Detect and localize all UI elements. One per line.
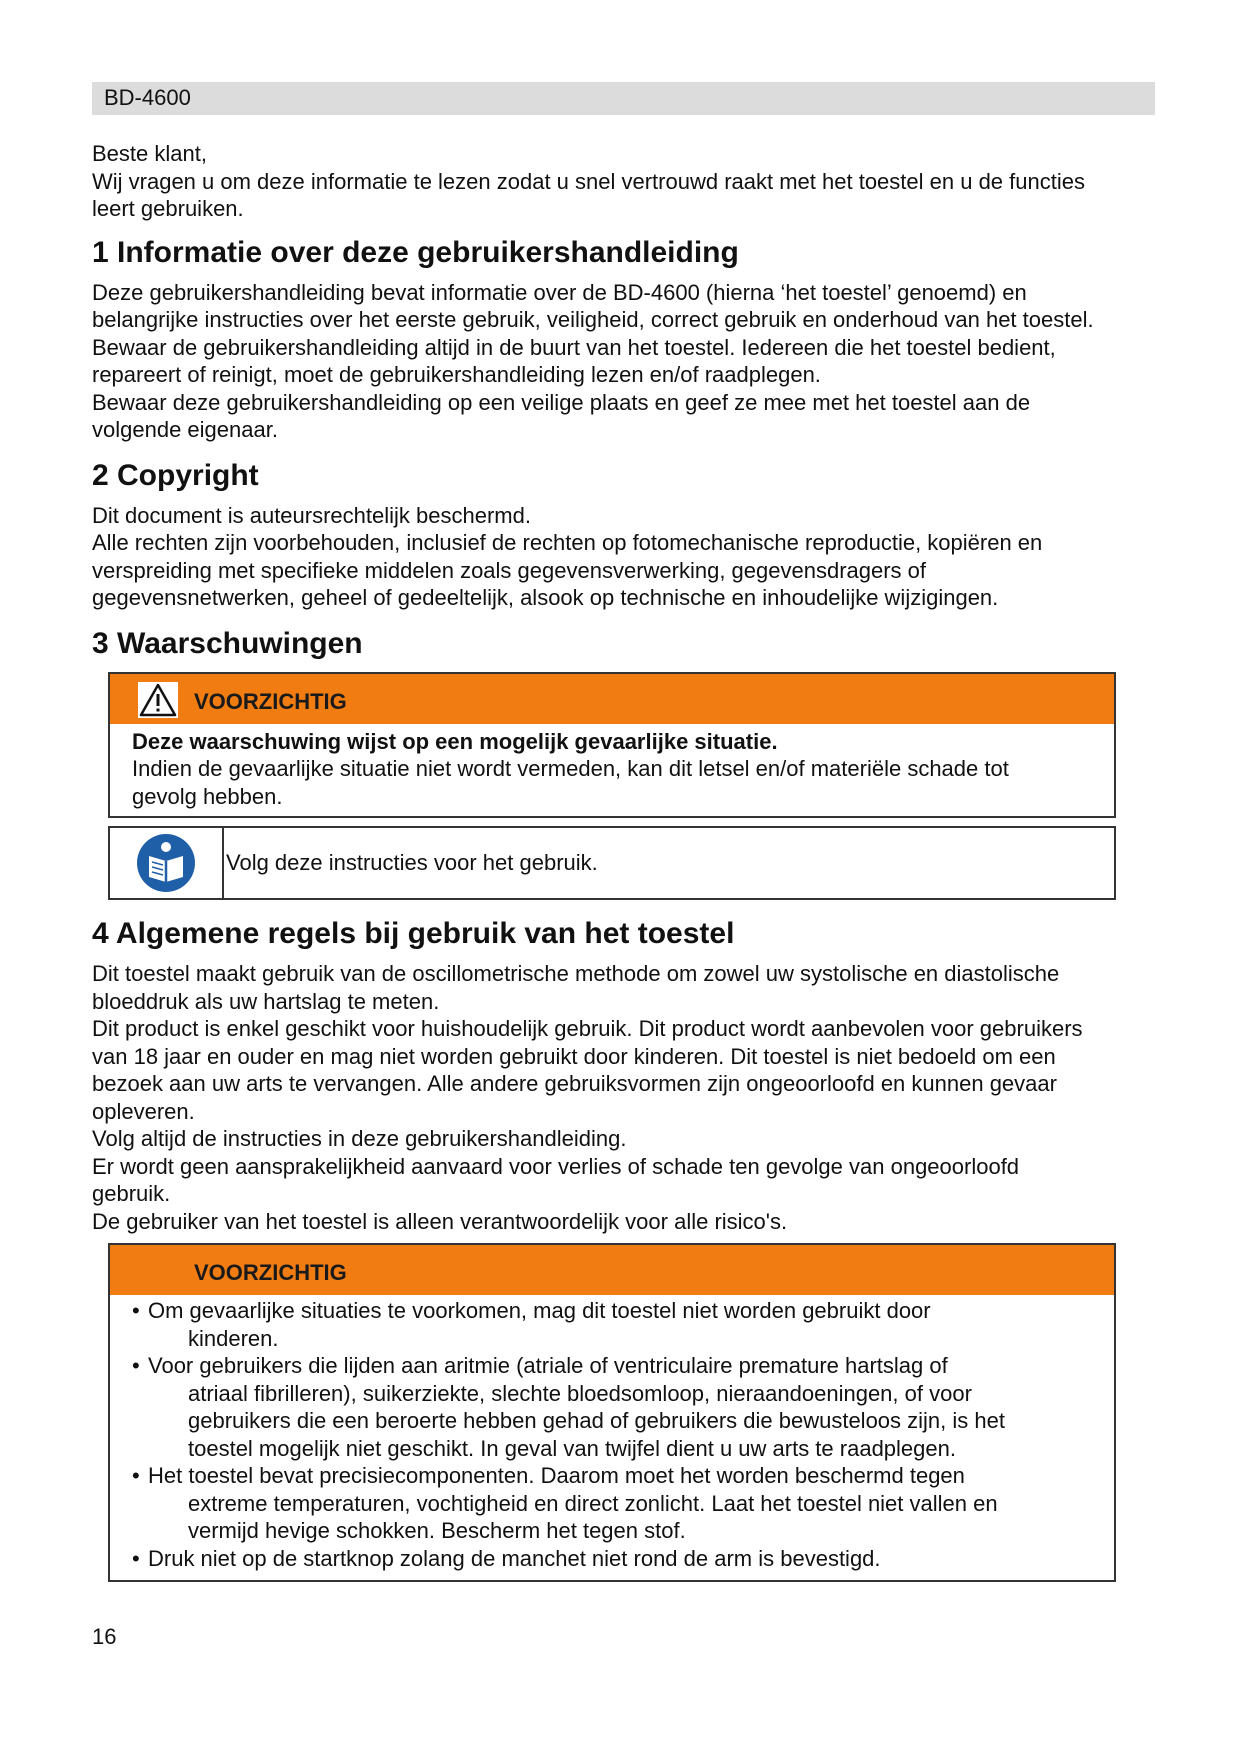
paragraph-line: Alle rechten zijn voorbehouden, inclusief de rechten op fotomechanische reproductie, kopiëren en — [92, 530, 1043, 555]
paragraph-line: van 18 jaar en ouder en mag niet worden gebruikt door kinderen. Dit toestel is niet bedoeld om een — [92, 1043, 1056, 1069]
paragraph-line: Er wordt geen aansprakelijkheid aanvaard voor verlies of schade ten gevolge van ongeoorloofd — [92, 1153, 1020, 1179]
warning-text: Indien de gevaarlijke situatie niet wordt vermeden, kan dit letsel en/of materiële schade tot — [132, 756, 1009, 781]
paragraph-line: Bewaar de gebruikershandleiding altijd in de buurt van het toestel. Iedereen die het toestel bedient, — [92, 334, 1056, 360]
intro-line: Wij vragen u om deze informatie te lezen zodat u snel vertrouwd raakt met het toestel en u de functies — [92, 168, 1085, 194]
bullet-marker: • — [132, 1298, 140, 1323]
paragraph-line: opleveren. — [92, 1098, 195, 1124]
paragraph-line: belangrijke instructies over het eerste gebruik, veiligheid, correct gebruik en onderhoud van het toestel. — [92, 307, 1094, 332]
instructions-icon-cell — [110, 828, 224, 898]
model-name: BD-4600 — [104, 85, 191, 110]
paragraph-line: Dit toestel maakt gebruik van de oscillometrische methode om zowel uw systolische en diastolische — [92, 961, 1060, 986]
paragraph-line: gebruik. — [92, 1181, 171, 1206]
page-content — [92, 140, 1155, 1582]
paragraph-line: Volg altijd de instructies in deze gebruikershandleiding. — [92, 1126, 627, 1151]
paragraph-line: volgende eigenaar. — [92, 417, 278, 442]
caution-item-text: Druk niet op de startknop zolang de manchet niet rond de arm is bevestigd. — [148, 1545, 881, 1571]
bullet-marker: • — [132, 1353, 140, 1378]
paragraph-line: bezoek aan uw arts te vervangen. Alle andere gebruiksvormen zijn ongeoorloofd en kunnen gevaar — [92, 1071, 1057, 1096]
section-2-title: 2 Copyright — [92, 458, 259, 492]
warning-triangle-icon — [138, 682, 178, 718]
bullet-marker: • — [132, 1545, 140, 1571]
caution-list — [110, 1295, 1114, 1580]
caution-item — [132, 1462, 1094, 1545]
caution-item-text: toestel mogelijk niet geschikt. In geval van twijfel dient u uw arts te raadplegen. — [188, 1435, 956, 1461]
caution-item-text: Het toestel bevat precisiecomponenten. Daarom moet het worden beschermd tegen — [148, 1463, 965, 1488]
section-2-body — [92, 502, 1155, 612]
caution-item — [132, 1352, 1094, 1462]
caution-item-text: Voor gebruikers die lijden aan aritmie (atriale of ventriculaire premature hartslag of — [148, 1353, 948, 1378]
warning-box — [108, 672, 1116, 819]
caution-item-text: Om gevaarlijke situaties te voorkomen, mag dit toestel niet worden gebruikt door — [148, 1298, 931, 1323]
read-manual-icon — [135, 832, 197, 894]
caution-item-text: vermijd hevige schokken. Bescherm het tegen stof. — [188, 1518, 686, 1543]
page-header — [92, 82, 1155, 115]
section-4-body — [92, 960, 1155, 1235]
caution-item-text: atriaal fibrilleren), suikerziekte, slechte bloedsomloop, nieraandoeningen, of voor — [188, 1380, 972, 1406]
paragraph-line: Dit product is enkel geschikt voor huishoudelijk gebruik. Dit product wordt aanbevolen voor gebruikers — [92, 1016, 1083, 1041]
caution-label: VOORZICHTIG — [194, 1260, 347, 1285]
paragraph-line: bloeddruk als uw hartslag te meten. — [92, 988, 440, 1014]
section-1-body — [92, 279, 1155, 444]
paragraph-line: Bewaar deze gebruikershandleiding op een veilige plaats en geef ze mee met het toestel aan de — [92, 389, 1031, 415]
warning-body — [110, 724, 1114, 817]
page-number: 16 — [92, 1624, 117, 1649]
caution-item — [132, 1297, 1094, 1352]
instructions-box — [108, 826, 1116, 900]
intro — [92, 140, 1155, 223]
paragraph-line: Dit document is auteursrechtelijk beschermd. — [92, 502, 531, 528]
caution-header — [110, 1245, 1114, 1295]
intro-line: leert gebruiken. — [92, 196, 244, 221]
paragraph-line: gegevensnetwerken, geheel of gedeeltelijk, alsook op technische en inhoudelijke wijzigingen. — [92, 585, 999, 610]
warning-statement: Deze waarschuwing wijst op een mogelijk gevaarlijke situatie. — [132, 728, 778, 754]
caution-item-text: extreme temperaturen, vochtigheid en direct zonlicht. Laat het toestel niet vallen en — [188, 1490, 998, 1516]
paragraph-line: Deze gebruikershandleiding bevat informatie over de BD-4600 (hierna ‘het toestel’ genoemd) en — [92, 279, 1027, 305]
warning-text: gevolg hebben. — [132, 783, 283, 809]
bullet-marker: • — [132, 1463, 140, 1488]
paragraph-line: repareert of reinigt, moet de gebruikershandleiding lezen en/of raadplegen. — [92, 362, 821, 387]
greeting: Beste klant, — [92, 141, 207, 166]
caution-item — [132, 1545, 1094, 1573]
paragraph-line: De gebruiker van het toestel is alleen verantwoordelijk voor alle risico's. — [92, 1208, 788, 1234]
section-1-title: 1 Informatie over deze gebruikershandleiding — [92, 235, 739, 269]
section-4-title: 4 Algemene regels bij gebruik van het toestel — [92, 917, 735, 950]
caution-item-text: kinderen. — [188, 1325, 279, 1351]
instructions-text: Volg deze instructies voor het gebruik. — [226, 850, 598, 875]
caution-box — [108, 1243, 1116, 1582]
warning-header — [110, 674, 1114, 724]
caution-item-text: gebruikers die een beroerte hebben gehad of gebruikers die bewusteloos zijn, is het — [188, 1408, 1005, 1433]
warning-label: VOORZICHTIG — [194, 688, 347, 714]
section-3-title: 3 Waarschuwingen — [92, 626, 363, 660]
paragraph-line: verspreiding met specifieke middelen zoals gegevensverwerking, gegevensdragers of — [92, 557, 927, 583]
